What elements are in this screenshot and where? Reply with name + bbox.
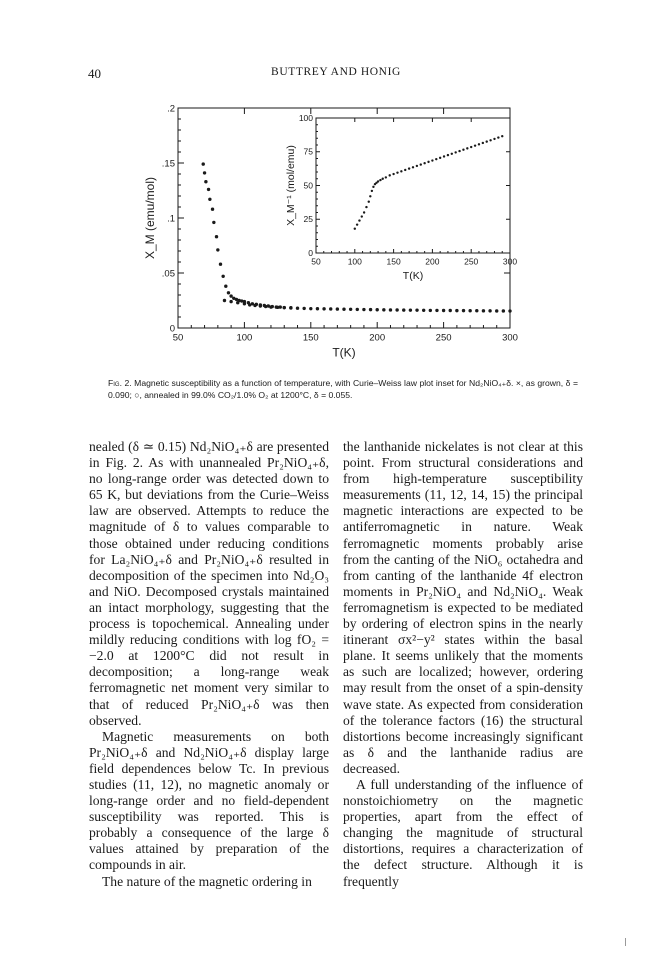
inset-data-point	[365, 206, 367, 208]
main-data-point	[229, 294, 232, 297]
main-data-point	[309, 307, 312, 310]
inset-data-point	[392, 173, 394, 175]
main-data-point	[289, 306, 292, 309]
figure-caption	[108, 378, 578, 401]
inset-frame	[316, 118, 510, 253]
inset-data-point	[443, 155, 445, 157]
inset-data-point	[431, 159, 433, 161]
main-data-point	[449, 309, 452, 312]
inset-data-point	[363, 211, 365, 213]
main-y-tick-label: .1	[167, 213, 175, 225]
inset-data-point	[470, 146, 472, 148]
main-data-point	[276, 306, 279, 309]
inset-y-tick-label: 100	[298, 112, 313, 123]
paragraph: The nature of the magnetic ordering in	[102, 873, 312, 889]
main-x-tick-label: 50	[172, 332, 184, 344]
page-edge-mark	[625, 938, 626, 946]
main-data-point	[259, 304, 262, 307]
main-data-point	[227, 291, 230, 294]
main-data-point	[221, 275, 224, 278]
inset-data-point	[354, 228, 356, 230]
main-y-tick-label: .2	[167, 103, 175, 115]
main-data-point	[283, 306, 286, 309]
main-y-tick-label: 0	[169, 323, 175, 335]
inset-x-tick-label: 200	[425, 256, 440, 267]
main-x-axis-label: T(K)	[332, 345, 356, 360]
inset-data-point	[372, 186, 374, 188]
main-x-tick-label: 300	[502, 332, 518, 344]
inset-data-point	[379, 179, 381, 181]
inset-data-point	[400, 170, 402, 172]
main-data-point	[349, 308, 352, 311]
inset-data-point	[368, 201, 370, 203]
running-head: BUTTREY AND HONIG	[271, 66, 401, 78]
inset-data-point	[489, 139, 491, 141]
inset-data-point	[427, 161, 429, 163]
main-data-point	[229, 300, 232, 303]
paragraph: nealed (δ ≃ 0.15) Nd₂NiO₄₊δ are presented in Fig. 2. As with unannealed Pr₂NiO₄₊δ, no long-range order was detected down to 65 K, but deviations from the Curie–Weiss law are observed. Attempts to reduce the magnitude of δ to values comparable to those obtained under reducing conditions for La₂NiO₄₊δ and Pr₂NiO₄₊δ resulted in decomposition of the specimen into Nd₂O₃ and NiO. Decomposed crystals maintained an intact morphology, suggesting that the process is topochemical. Annealing under mildly reducing conditions with log fO₂ = −2.0 at 1200°C did not result in decomposition; a long-range weak ferromagnetic net moment very similar to that of reduced Pr₂NiO₄₊δ was then observed.	[89, 439, 329, 728]
inset-x-axis-label: T(K)	[402, 270, 424, 282]
main-data-point	[329, 307, 332, 310]
paragraph: the lanthanide nickelates is not clear at this point. From structural considerations and from high-temperature susceptibility measurements (11, 12, 14, 15) the principal magnetic interactions are expected to be antiferromagnetic in nature. Weak ferromagnetic moments probably arise from the canting of the NiO₆ octahedra and from canting of the lanthanide 4f electron moments in Pr₂NiO₄ and Nd₂NiO₄. Weak ferromagnetism is expected to be mediated by ordering of electron spins in the nearly itinerant σx²−y² states within the basal plane. It seems unlikely that the moments as such are localized; however, ordering may result from the onset of a spin-density wave state. As expected from consideration of the tolerance factors (16) the structural distortions become increasingly significant as δ and the lanthanide radius are decreased.	[343, 439, 583, 776]
main-data-point	[402, 308, 405, 311]
main-x-tick-label: 250	[435, 332, 452, 344]
main-data-point	[215, 235, 218, 238]
inset-data-point	[501, 135, 503, 137]
main-data-point	[409, 308, 412, 311]
inset-x-tick-label: 50	[311, 256, 321, 267]
inset-data-point	[454, 151, 456, 153]
page-number: 40	[88, 66, 101, 81]
main-data-point	[216, 248, 219, 251]
inset-data-point	[447, 154, 449, 156]
main-data-point	[462, 309, 465, 312]
main-data-point	[415, 308, 418, 311]
main-data-point	[362, 308, 365, 311]
inset-data-point	[371, 190, 373, 192]
inset-data-point	[497, 136, 499, 138]
main-data-point	[264, 305, 267, 308]
inset-x-tick-label: 100	[347, 256, 362, 267]
main-data-point	[336, 307, 339, 310]
main-data-point	[422, 309, 425, 312]
inset-data-point	[482, 142, 484, 144]
main-data-point	[369, 308, 372, 311]
right-column	[343, 439, 583, 890]
main-x-tick-label: 150	[302, 332, 319, 344]
inset-data-point	[361, 215, 363, 217]
inset-data-point	[458, 150, 460, 152]
main-data-point	[208, 198, 211, 201]
main-y-axis-label: X_M (emu/mol)	[143, 176, 157, 260]
inset-data-point	[358, 219, 360, 221]
inset-y-axis-label: X_M⁻¹ (mol/emu)	[285, 145, 297, 226]
inset-y-tick-label: 0	[308, 247, 313, 258]
main-data-point	[508, 309, 511, 312]
main-data-point	[482, 309, 485, 312]
main-y-tick-label: .15	[161, 158, 175, 170]
inset-data-point	[369, 195, 371, 197]
main-data-point	[219, 263, 222, 266]
main-data-point	[495, 309, 498, 312]
main-data-point	[488, 309, 491, 312]
inset-data-point	[382, 178, 384, 180]
main-data-point	[236, 301, 239, 304]
main-data-point	[224, 285, 227, 288]
inset-x-tick-label: 300	[502, 256, 518, 267]
main-data-point	[253, 304, 256, 307]
inset-data-point	[435, 158, 437, 160]
main-data-point	[382, 308, 385, 311]
main-data-point	[243, 302, 246, 305]
main-data-point	[502, 309, 505, 312]
inset-data-point	[466, 147, 468, 149]
paragraph: Magnetic measurements on both Pr₂NiO₄₊δ and Nd₂NiO₄₊δ display large field dependences below Tc. In previous studies (11, 12), no magnetic anomaly or long-range order and no field-dependent susceptibility was reported. This is probably a consequence of the large δ values attained by preparation of the compounds in air.	[89, 728, 329, 873]
main-data-point	[223, 299, 226, 302]
inset-data-point	[416, 165, 418, 167]
main-y-tick-label: .05	[161, 268, 175, 280]
main-data-point	[204, 180, 207, 183]
main-data-point	[455, 309, 458, 312]
inset-data-point	[423, 162, 425, 164]
inset-data-point	[377, 180, 379, 182]
main-data-point	[435, 309, 438, 312]
caption-label: Fig. 2.	[108, 378, 132, 388]
main-data-point	[302, 307, 305, 310]
inset-data-point	[462, 149, 464, 151]
inset-data-point	[478, 143, 480, 145]
main-data-point	[468, 309, 471, 312]
inset-data-point	[404, 169, 406, 171]
main-data-point	[356, 308, 359, 311]
inset-data-point	[451, 153, 453, 155]
main-data-point	[269, 305, 272, 308]
main-data-point	[475, 309, 478, 312]
main-data-point	[342, 307, 345, 310]
inset-data-point	[439, 157, 441, 159]
main-data-point	[316, 307, 319, 310]
main-x-tick-label: 200	[369, 332, 386, 344]
main-data-point	[395, 308, 398, 311]
main-data-point	[389, 308, 392, 311]
inset-data-point	[486, 140, 488, 142]
inset-data-point	[396, 171, 398, 173]
main-data-point	[376, 308, 379, 311]
inset-data-point	[493, 138, 495, 140]
inset-x-tick-label: 250	[464, 256, 479, 267]
inset-y-tick-label: 25	[303, 214, 313, 225]
inset-x-tick-label: 150	[386, 256, 401, 267]
inset-data-point	[420, 163, 422, 165]
figure-2-chart	[0, 0, 672, 380]
left-column	[89, 439, 329, 890]
inset-data-point	[474, 144, 476, 146]
inset-data-point	[412, 166, 414, 168]
main-data-point	[429, 309, 432, 312]
main-x-tick-label: 100	[236, 332, 253, 344]
main-data-point	[296, 307, 299, 310]
main-data-point	[202, 162, 205, 165]
inset-y-tick-label: 75	[303, 146, 313, 157]
inset-y-tick-label: 50	[303, 180, 313, 191]
inset-data-point	[408, 167, 410, 169]
caption-text: Magnetic susceptibility as a function of temperature, with Curie–Weiss law plot inset for Nd₂NiO₄₊δ. ×, as grown, δ = 0.090; ○, annealed in 99.0% CO₂/1.0% O₂ at 1200°C, δ = 0.055.	[108, 378, 578, 400]
main-data-point	[203, 171, 206, 174]
main-data-point	[212, 221, 215, 224]
main-data-point	[442, 309, 445, 312]
main-data-point	[322, 307, 325, 310]
inset-plot-axes	[285, 113, 517, 282]
main-data-point	[207, 188, 210, 191]
inset-data-point	[389, 174, 391, 176]
main-data-point	[248, 303, 251, 306]
paragraph: A full understanding of the influence of nonstoichiometry on the magnetic properties, apart from the effect of changing the magnitude of structural distortions, requires a characterization of the defect structure. Although it is frequently	[343, 776, 583, 889]
inset-data-point	[385, 176, 387, 178]
inset-data-point	[356, 223, 358, 225]
main-data-point	[211, 208, 214, 211]
